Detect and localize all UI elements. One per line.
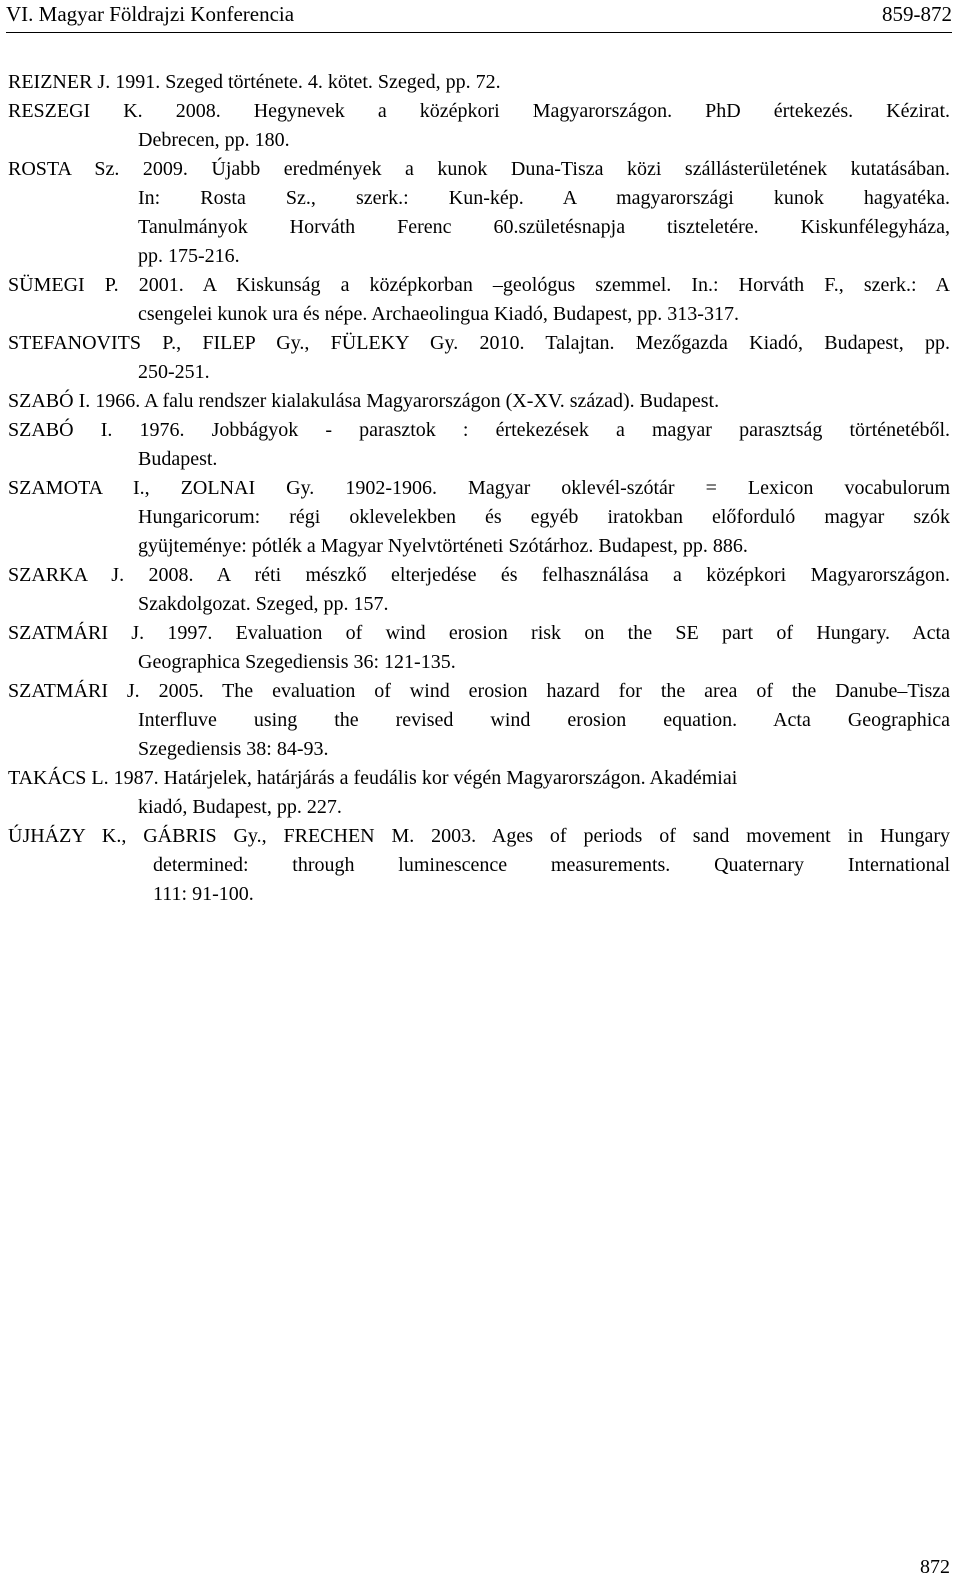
reference-line: TAKÁCS L. 1987. Határjelek, határjárás a feudális kor végén Magyarországon. Akadémiai [8,767,738,789]
reference-line: Budapest. [138,448,218,470]
reference-line: SZATMÁRI J. 2005. The evaluation of wind erosion hazard for the area of the Danube–Tisza [8,680,950,702]
reference-list [8,68,950,909]
header-conference-title: VI. Magyar Földrajzi Konferencia [6,2,295,26]
reference-szamota [8,474,950,561]
reference-line: STEFANOVITS P., FILEP Gy., FÜLEKY Gy. 2010. Talajtan. Mezőgazda Kiadó, Budapest, pp. [8,332,950,354]
reference-line: Debrecen, pp. 180. [138,129,290,151]
reference-line: Szakdolgozat. Szeged, pp. 157. [138,593,389,615]
reference-line: determined: through luminescence measurements. Quaternary International [153,854,950,876]
reference-line: SÜMEGI P. 2001. A Kiskunság a középkorban –geológus szemmel. In.: Horváth F., szerk.: A [8,274,950,296]
reference-line: 250-251. [138,361,210,383]
reference-line: 111: 91-100. [153,883,254,905]
reference-reszegi [8,97,950,155]
reference-line: ROSTA Sz. 2009. Újabb eredmények a kunok Duna-Tisza közi szállásterületének kutatásában. [8,158,950,180]
reference-szabo-1966 [8,387,950,416]
reference-szatmari-1997 [8,619,950,677]
header-page-range: 859-872 [882,2,952,26]
reference-szatmari-2005 [8,677,950,764]
reference-rosta [8,155,950,271]
reference-sumegi [8,271,950,329]
reference-line: Tanulmányok Horváth Ferenc 60.születésnapja tiszteletére. Kiskunfélegyháza, [138,216,950,238]
header-rule [6,32,952,33]
reference-takacs [8,764,950,822]
reference-ujhazy [8,822,950,909]
reference-szarka [8,561,950,619]
reference-stefanovits [8,329,950,387]
reference-line: REIZNER J. 1991. Szeged története. 4. kötet. Szeged, pp. 72. [8,71,501,93]
reference-line: In: Rosta Sz., szerk.: Kun-kép. A magyarországi kunok hagyatéka. [138,187,950,209]
reference-line: SZAMOTA I., ZOLNAI Gy. 1902-1906. Magyar oklevél-szótár = Lexicon vocabulorum [8,477,950,499]
reference-line: Hungaricorum: régi oklevelekben és egyéb iratokban előforduló magyar szók [138,506,950,528]
reference-line: SZATMÁRI J. 1997. Evaluation of wind erosion risk on the SE part of Hungary. Acta [8,622,950,644]
running-header [6,0,952,28]
reference-reizner [8,68,950,97]
reference-line: gyüjteménye: pótlék a Magyar Nyelvtörténeti Szótárhoz. Budapest, pp. 886. [138,535,748,557]
reference-line: Geographica Szegediensis 36: 121-135. [138,651,456,673]
reference-line: kiadó, Budapest, pp. 227. [138,796,342,818]
reference-line: Szegediensis 38: 84-93. [138,738,329,760]
reference-line: Interfluve using the revised wind erosion equation. Acta Geographica [138,709,950,731]
reference-line: SZARKA J. 2008. A réti mészkő elterjedése és felhasználása a középkori Magyarországon. [8,564,950,586]
page-number: 872 [920,1556,950,1578]
reference-line: RESZEGI K. 2008. Hegynevek a középkori Magyarországon. PhD értekezés. Kézirat. [8,100,950,122]
reference-line: pp. 175-216. [138,245,240,267]
reference-szabo-1976 [8,416,950,474]
reference-line: SZABÓ I. 1966. A falu rendszer kialakulása Magyarországon (X-XV. század). Budapest. [8,390,720,412]
reference-line: ÚJHÁZY K., GÁBRIS Gy., FRECHEN M. 2003. Ages of periods of sand movement in Hungary [8,825,950,847]
reference-line: csengelei kunok ura és népe. Archaeolingua Kiadó, Budapest, pp. 313-317. [138,303,739,325]
reference-line: SZABÓ I. 1976. Jobbágyok - parasztok : értekezések a magyar parasztság történetéből. [8,419,950,441]
